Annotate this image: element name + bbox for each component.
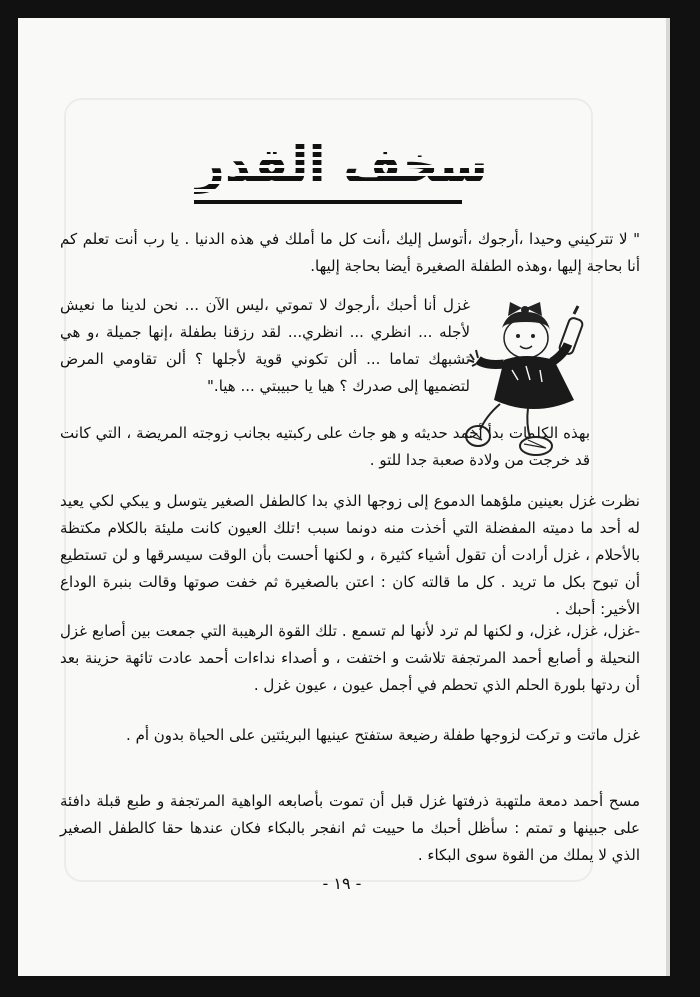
paragraph-2: غزل أنا أحبك ،أرجوك لا تموتي ،ليس الآن ... نحن لدينا ما نعيش لأجله ... انظري ... انظري... لقد رزقنا بطفلة ،إنها جميلة ،و هي تشبهك تماما ... ألن تكوني قوية لأجلها ؟ ألن تقاومي المرض لتضميها إلى صدرك ؟ هيا يا حبيبتي ... هيا." — [60, 296, 470, 395]
page-number: - ١٩ - — [322, 874, 362, 893]
title-underline — [194, 200, 462, 204]
book-page — [18, 18, 670, 976]
paragraph-1: " لا تتركيني وحيدا ،أرجوك ،أتوسل إليك ،أنت كل ما أملك في هذه الدنيا . يا رب أنت تعلم كم أنا بحاجة إليها ،وهذه الطفلة الصغيرة أيضا بحاجة إليها. — [60, 230, 640, 275]
paragraph-5: -غزل، غزل، غزل، و لكنها لم ترد لأنها لم تسمع . تلك القوة الرهيبة التي جمعت بين أصابع غزل النحيلة و أصابع أحمد المرتجفة تلاشت و اختفت ، و أصداء نداءات أحمد عادت تائهة حزينة بعد أن ردتها بلورة الحلم الذي تحطم في أجمل عيون ، عيون غزل . — [60, 622, 640, 694]
paragraph-3: بهذه الكلمات بدأ أحمد حديثه و هو جاث على ركبتيه بجانب زوجته المريضة ، التي كانت قد خرجت من ولادة صعبة جدا للتو . — [60, 424, 590, 469]
paragraph-7: مسح أحمد دمعة ملتهبة ذرفتها غزل قبل أن تموت بأصابعه الواهية المرتجفة و طبع قبلة دافئة على جبينها و تمتم : سأظل أحبك ما حييت ثم انفجر بالبكاء فكان عندها حقا كالطفل الصغير الذي لا يملك من القوة سوى البكاء . — [60, 792, 640, 864]
paragraph-4: نظرت غزل بعينين ملؤهما الدموع إلى زوجها الذي بدا كالطفل الصغير يتوسل و يبكي لكي يعيد له أحد ما دميته المفضلة التي أخذت منه دونما سبب !تلك العيون كانت مليئة بالكلام مكتظة بالأحلام ، غزل أرادت أن تقول أشياء كثيرة ، و لكنها أحست بأن الوقت سيسرقها و لن تستطيع أن تبوح بكل ما تريد . كل ما قالته كان : اعتن بالصغيرة ثم خفت صوتها وقالت بنبرة الوداع الأخير: أحبك . — [60, 492, 640, 618]
chapter-title: سخف القدر — [18, 136, 666, 194]
paragraph-6: غزل ماتت و تركت لزوجها طفلة رضيعة ستفتح عينيها البريئتين على الحياة بدون أم . — [126, 726, 640, 744]
baby-girl-illustration — [464, 300, 612, 460]
